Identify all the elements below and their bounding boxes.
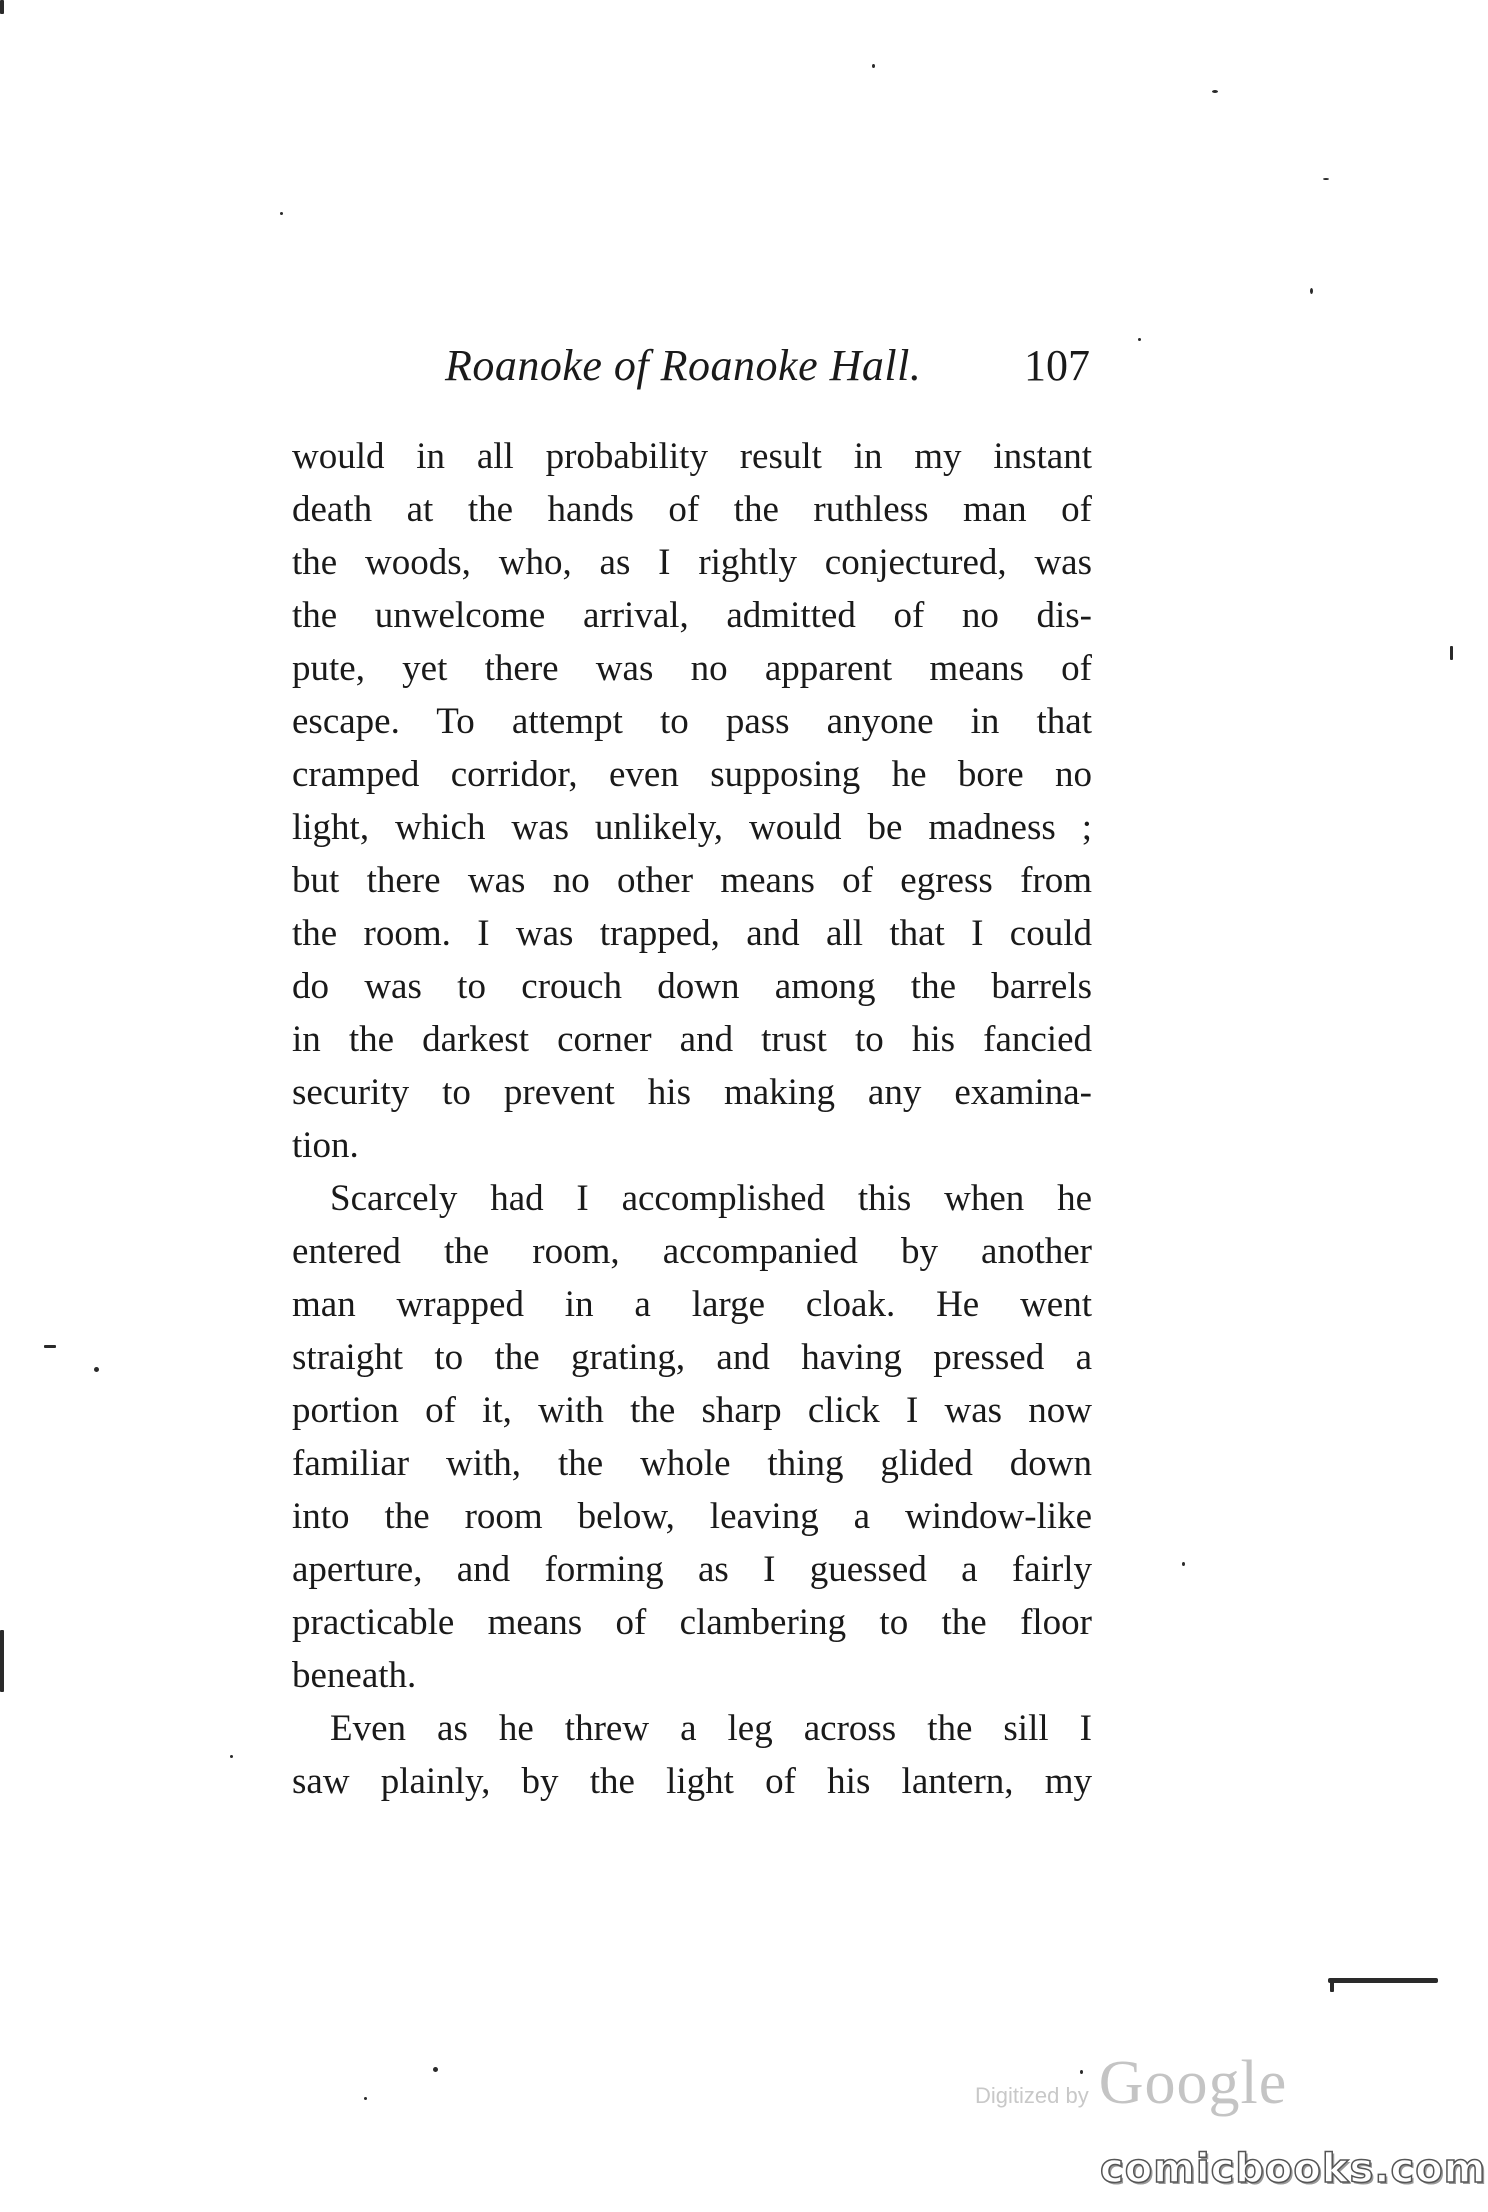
- text-line: man wrapped in a large cloak. He went: [292, 1284, 1092, 1325]
- scan-speck: [230, 1755, 233, 1758]
- text-line: security to prevent his making any examina-: [292, 1072, 1092, 1113]
- text-line: but there was no other means of egress from: [292, 860, 1092, 901]
- text-line: in the darkest corner and trust to his fancied: [292, 1019, 1092, 1060]
- scan-speck: [0, 0, 4, 14]
- text-line: practicable means of clambering to the floor: [292, 1602, 1092, 1643]
- text-line: the unwelcome arrival, admitted of no dis-: [292, 595, 1092, 636]
- scan-speck: [872, 64, 875, 68]
- text-line: into the room below, leaving a window-like: [292, 1496, 1092, 1537]
- text-line: light, which was unlikely, would be madness ;: [292, 807, 1092, 848]
- scan-speck: [1450, 646, 1453, 660]
- scan-speck: [0, 1630, 4, 1692]
- scan-speck: [1212, 90, 1218, 93]
- text-line: the room. I was trapped, and all that I could: [292, 913, 1092, 954]
- text-line: death at the hands of the ruthless man of: [292, 489, 1092, 530]
- text-line: would in all probability result in my instant: [292, 436, 1092, 477]
- text-line: saw plainly, by the light of his lantern, my: [292, 1761, 1092, 1802]
- scan-speck: [1328, 1978, 1438, 1983]
- text-line: pute, yet there was no apparent means of: [292, 648, 1092, 689]
- text-line: tion.: [292, 1125, 359, 1166]
- scan-speck: [1323, 178, 1329, 180]
- digitized-label: Digitized by: [975, 2083, 1089, 2108]
- text-line: entered the room, accompanied by another: [292, 1231, 1092, 1272]
- google-logo: Google: [1098, 2049, 1288, 2117]
- text-line: portion of it, with the sharp click I was now: [292, 1390, 1092, 1431]
- scan-speck: [94, 1367, 99, 1372]
- scan-speck: [280, 212, 283, 215]
- scan-speck: [1330, 1982, 1334, 1992]
- text-line: familiar with, the whole thing glided down: [292, 1443, 1092, 1484]
- running-title: Roanoke of Roanoke Hall.: [445, 341, 922, 390]
- text-line: aperture, and forming as I guessed a fairly: [292, 1549, 1092, 1590]
- text-line: cramped corridor, even supposing he bore no: [292, 754, 1092, 795]
- site-watermark: comicbooks.com: [1100, 2146, 1487, 2192]
- google-watermark: [975, 2048, 1287, 2118]
- text-line: do was to crouch down among the barrels: [292, 966, 1092, 1007]
- text-line: escape. To attempt to pass anyone in that: [292, 701, 1092, 742]
- text-line: the woods, who, as I rightly conjectured, was: [292, 542, 1092, 583]
- scan-speck: [364, 2097, 367, 2100]
- scan-speck: [1182, 1562, 1185, 1566]
- text-line: Scarcely had I accomplished this when he: [330, 1178, 1092, 1219]
- running-head: [445, 340, 1090, 400]
- page-number: 107: [1024, 341, 1090, 390]
- scan-speck: [433, 2067, 438, 2072]
- scan-speck: [1310, 288, 1313, 294]
- scan-speck: [1138, 338, 1141, 341]
- text-line: straight to the grating, and having pressed a: [292, 1337, 1092, 1378]
- text-line: beneath.: [292, 1655, 417, 1696]
- text-line: Even as he threw a leg across the sill I: [330, 1708, 1092, 1749]
- scan-speck: [44, 1345, 56, 1348]
